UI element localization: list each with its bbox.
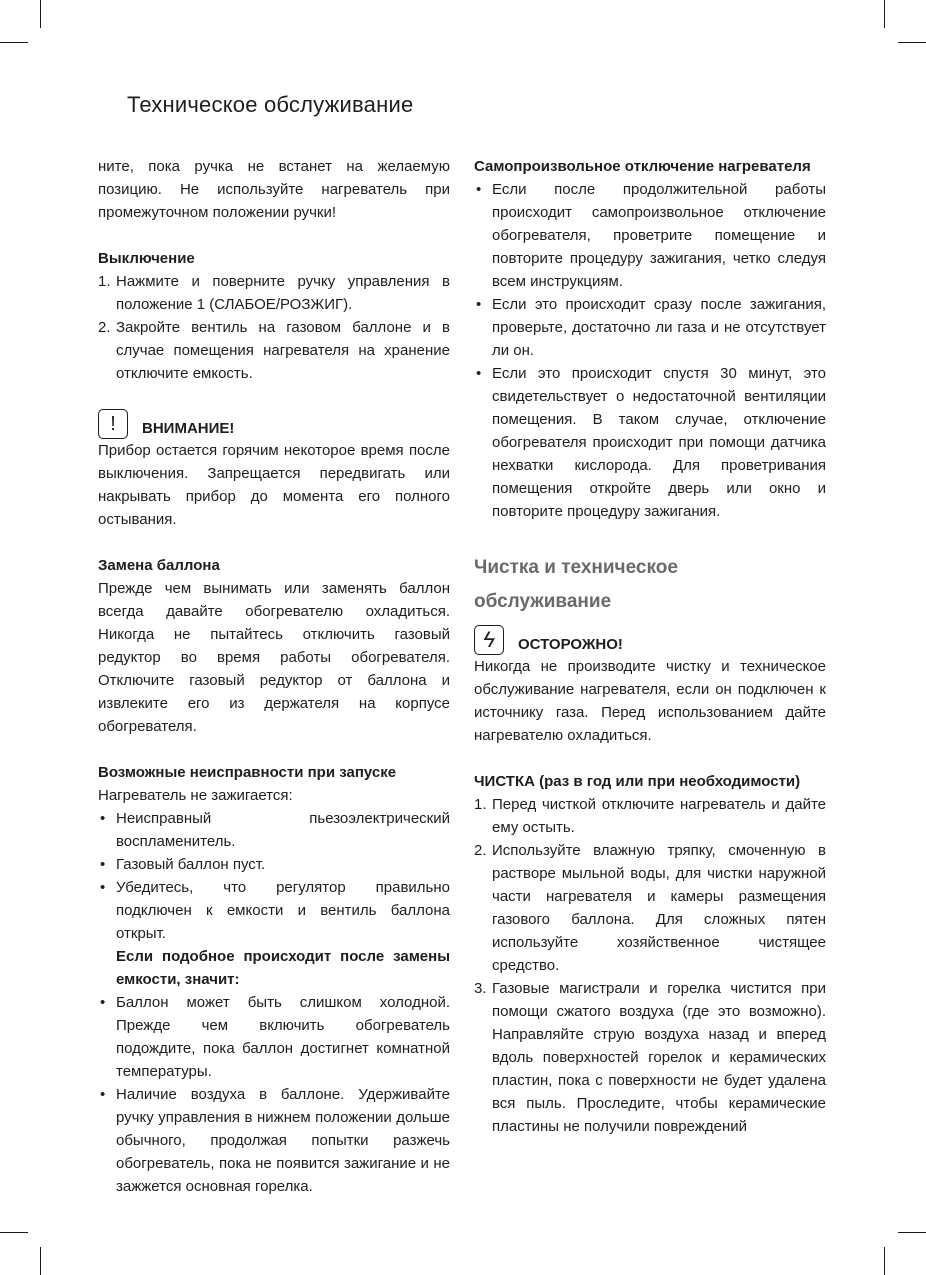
troubles-subheading: Если подобное происходит после замены емкости, значит:	[116, 948, 450, 988]
lightning-icon: ϟ	[474, 625, 504, 655]
caution-block	[474, 621, 826, 655]
exclamation-icon: !	[98, 409, 128, 439]
troubles-list-2	[98, 991, 450, 1198]
list-item: • Наличие воздуха в баллоне. Удерживайте ручку управления в нижнем положении дольше обычного, продолжая попытки разжечь обогреватель, пока не появится зажигание и не зажжется основная горелка.	[98, 1083, 450, 1198]
crop-mark	[898, 42, 926, 43]
crop-mark	[40, 1247, 41, 1275]
list-item: • Если после продолжительной работы происходит самопроизвольное отключение обогревателя, проветрите помещение и повторите процедуру зажигания, четко следуя всем инструкциям.	[474, 178, 826, 293]
list-item: 1. Нажмите и поверните ручку управления в положение 1 (СЛАБОЕ/РОЗЖИГ).	[98, 270, 450, 316]
list-item: • Газовый баллон пуст.	[98, 853, 450, 876]
section-title-line-2: обслуживание	[474, 591, 612, 612]
cleaning-heading: ЧИСТКА (раз в год или при необходимости)	[474, 773, 801, 790]
page-title: Техническое обслуживание	[127, 92, 414, 117]
list-item: 1. Перед чисткой отключите нагреватель и дайте ему остыть.	[474, 793, 826, 839]
crop-mark	[884, 0, 885, 28]
warning-block	[98, 405, 450, 439]
warning-text: Прибор остается горячим некоторое время после выключения. Запрещается передвигать или накрывать прибор до момента его полного остывания.	[98, 442, 450, 528]
list-item: 3. Газовые магистрали и горелка чистится при помощи сжатого воздуха (где это возможно). Направляйте струю воздуха назад и вперед вдоль поверхностей горелок и керамических пластин, пока с поверхности не будет удалена вся пыль. Проследите, чтобы керамические пластины не получили повреждений	[474, 977, 826, 1138]
shutdown-steps	[98, 270, 450, 385]
auto-off-list	[474, 178, 826, 523]
troubles-list	[98, 807, 450, 945]
crop-mark	[898, 1232, 926, 1233]
intro-text: ните, пока ручка не встанет на желаемую позицию. Не используйте нагреватель при промежуточном положении ручки!	[98, 158, 450, 221]
warning-label: ВНИМАНИЕ!	[142, 420, 235, 437]
list-item: • Неисправный пьезоэлектрический воспламенитель.	[98, 807, 450, 853]
crop-mark	[884, 1247, 885, 1275]
caution-text: Никогда не производите чистку и техническое обслуживание нагревателя, если он подключен к источнику газа. Перед использованием дайте нагревателю охладиться.	[474, 658, 826, 744]
right-column	[474, 155, 826, 1138]
crop-mark	[0, 1232, 28, 1233]
list-item: • Убедитесь, что регулятор правильно подключен к емкости и вентиль баллона открыт.	[98, 876, 450, 945]
cleaning-steps	[474, 793, 826, 1138]
troubles-heading: Возможные неисправности при запуске	[98, 764, 397, 781]
list-item: 2. Используйте влажную тряпку, смоченную в растворе мыльной воды, для чистки наружной части нагревателя и камеры размещения газового баллона. Для сложных пятен используйте хозяйственное чистящее средство.	[474, 839, 826, 977]
auto-off-heading: Самопроизвольное отключение нагревателя	[474, 158, 811, 175]
section-title: Чистка и техническое	[474, 557, 678, 578]
left-column	[98, 155, 450, 1198]
shutdown-heading: Выключение	[98, 250, 195, 267]
troubles-intro: Нагреватель не зажигается:	[98, 787, 293, 804]
replace-text: Прежде чем вынимать или заменять баллон всегда давайте обогревателю охладиться. Никогда не пытайтесь отключить газовый редуктор во время работы обогревателя. Отключите газовый редуктор от баллона и извлеките его из держателя на корпусе обогревателя.	[98, 580, 450, 735]
replace-heading: Замена баллона	[98, 557, 220, 574]
list-item: • Если это происходит сразу после зажигания, проверьте, достаточно ли газа и не отсутствует ли он.	[474, 293, 826, 362]
crop-mark	[40, 0, 41, 28]
crop-mark	[0, 42, 28, 43]
list-item: • Если это происходит спустя 30 минут, это свидетельствует о недостаточной вентиляции помещения. В таком случае, отключение обогревателя происходит при помощи датчика нехватки кислорода. Для проветривания помещения откройте дверь или окно и повторите процедуру зажигания.	[474, 362, 826, 523]
list-item: • Баллон может быть слишком холодной. Прежде чем включить обогреватель подождите, пока баллон достигнет комнатной температуры.	[98, 991, 450, 1083]
caution-label: ОСТОРОЖНО!	[518, 636, 623, 653]
list-item: 2. Закройте вентиль на газовом баллоне и в случае помещения нагревателя на хранение отключите емкость.	[98, 316, 450, 385]
